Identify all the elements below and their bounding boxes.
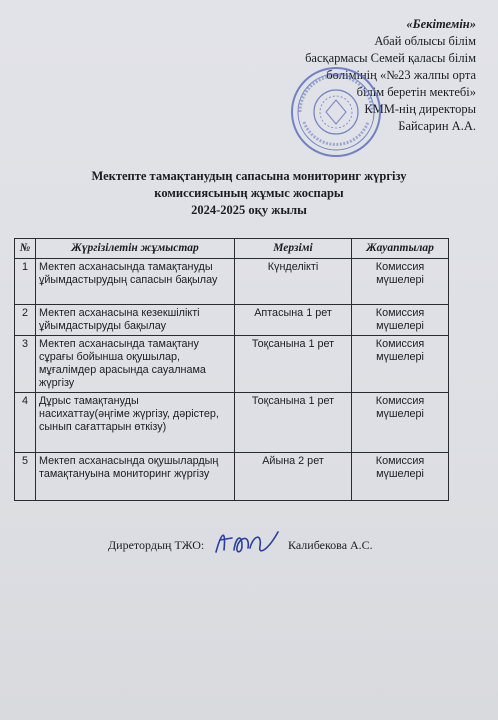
approval-line: басқармасы Семей қаласы білім xyxy=(305,51,476,65)
row-work: Мектеп асханасында оқушылардың тамақтануына мониторинг жүргізу xyxy=(36,453,235,501)
row-work: Мектеп асханасына кезекшілікті ұйымдастыруды бақылау xyxy=(36,305,235,336)
table-row xyxy=(15,336,449,393)
row-number: 1 xyxy=(15,259,36,305)
approval-line: Байсарин А.А. xyxy=(398,119,476,133)
document-title xyxy=(0,168,498,219)
table-row xyxy=(15,453,449,501)
table-header-row xyxy=(15,239,449,259)
approval-title: «Бекітемін» xyxy=(406,17,476,31)
row-work: Дұрыс тамақтануды насихаттау(әңгіме жүргізу, дәрістер, сынып сағаттарын өткізу) xyxy=(36,393,235,453)
title-line: комиссиясының жұмыс жоспары xyxy=(154,186,344,200)
row-responsible: Комиссия мүшелері xyxy=(352,259,449,305)
row-responsible: Комиссия мүшелері xyxy=(352,305,449,336)
header-responsible: Жауаптылар xyxy=(352,239,449,259)
row-responsible: Комиссия мүшелері xyxy=(352,453,449,501)
table-row xyxy=(15,305,449,336)
header-number: № xyxy=(15,239,36,259)
row-number: 2 xyxy=(15,305,36,336)
handwritten-signature xyxy=(212,526,282,560)
row-number: 4 xyxy=(15,393,36,453)
title-line: Мектепте тамақтанудың сапасына мониторинг жүргізу xyxy=(91,169,407,183)
row-number: 3 xyxy=(15,336,36,393)
row-number: 5 xyxy=(15,453,36,501)
row-term: Айына 2 рет xyxy=(235,453,352,501)
row-responsible: Комиссия мүшелері xyxy=(352,393,449,453)
row-term: Күнделікті xyxy=(235,259,352,305)
signatory-name: Калибекова А.С. xyxy=(288,538,373,552)
official-seal-stamp xyxy=(290,66,382,158)
row-term: Тоқсанына 1 рет xyxy=(235,336,352,393)
title-line: 2024-2025 оқу жылы xyxy=(191,203,307,217)
signature-label: Диретордың ТЖО: xyxy=(108,538,205,552)
header-term: Мерзімі xyxy=(235,239,352,259)
row-work: Мектеп асханасында тамақтану сұрағы бойынша оқушылар, мұғалімдер арасында сауалнама жүргізу xyxy=(36,336,235,393)
table-row xyxy=(15,393,449,453)
row-term: Тоқсанына 1 рет xyxy=(235,393,352,453)
row-responsible: Комиссия мүшелері xyxy=(352,336,449,393)
plan-table xyxy=(14,238,449,501)
signature-block xyxy=(108,528,428,578)
approval-line: КММ-нің директоры xyxy=(364,102,476,116)
table-row xyxy=(15,259,449,305)
header-work: Жүргізілетін жұмыстар xyxy=(36,239,235,259)
row-term: Аптасына 1 рет xyxy=(235,305,352,336)
approval-line: Абай облысы білім xyxy=(374,34,476,48)
row-work: Мектеп асханасында тамақтануды ұйымдастырудың сапасын бақылау xyxy=(36,259,235,305)
approval-line: бөлімінің «№23 жалпы орта xyxy=(326,68,476,82)
approval-line: білім беретін мектебі» xyxy=(356,85,476,99)
